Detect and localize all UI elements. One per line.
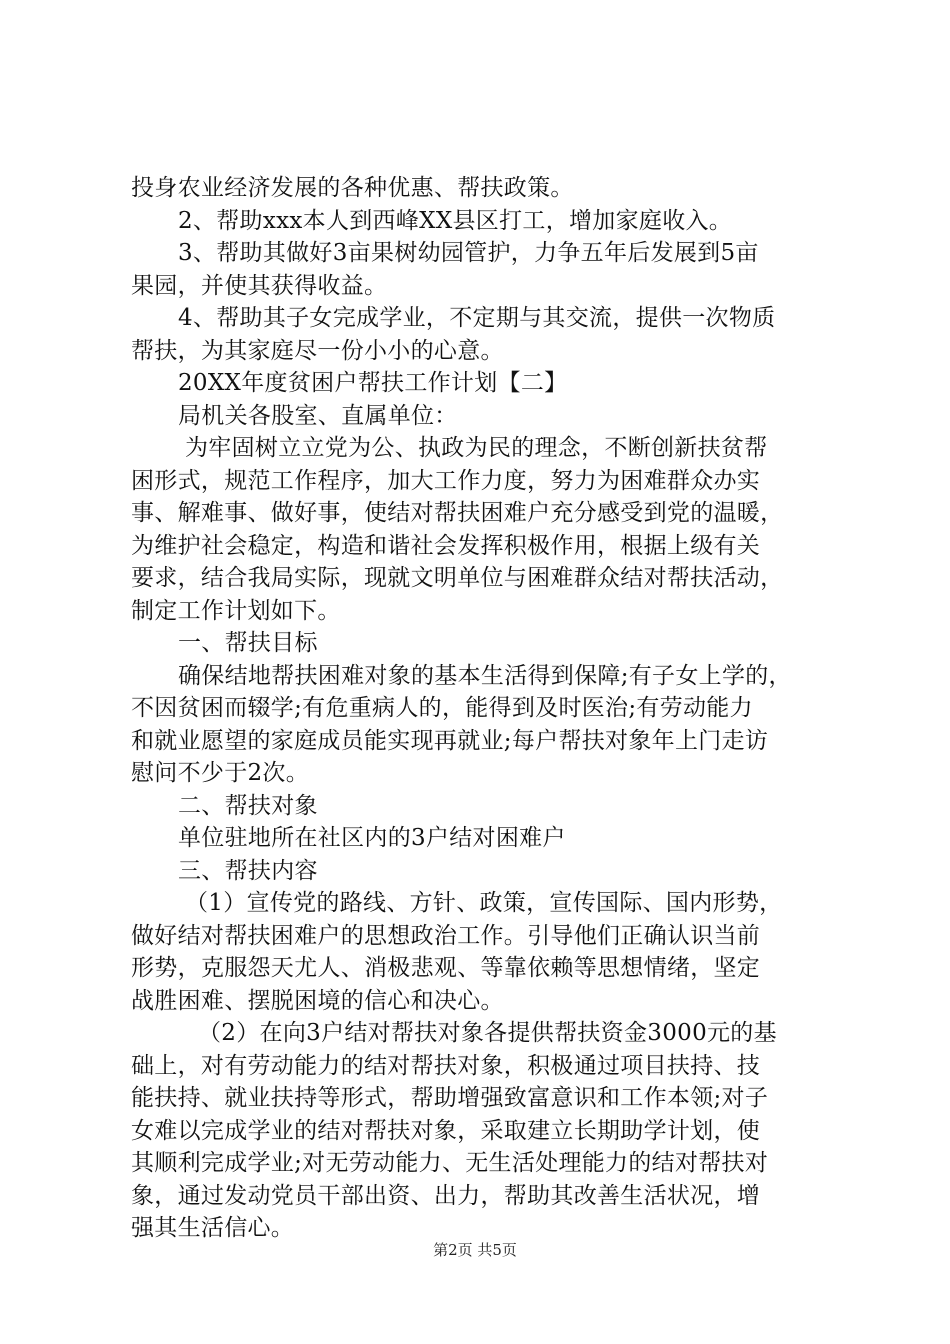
- paragraph-line: 不因贫困而辍学;有危重病人的，能得到及时医治;有劳动能力: [131, 695, 753, 721]
- paragraph-line: 慰问不少于2次。: [131, 760, 310, 786]
- section-heading: 三、帮扶内容: [178, 857, 318, 884]
- paragraph-line: （2）在向3户结对帮扶对象各提供帮扶资金3000元的基: [198, 1020, 777, 1046]
- page-number-footer: 第2页 共5页: [433, 1241, 517, 1259]
- paragraph-line: 事、解难事、做好事，使结对帮扶困难户充分感受到党的温暖，: [131, 500, 784, 526]
- paragraph-line: 形势，克服怨天尤人、消极悲观、等靠依赖等思想情绪，坚定: [131, 955, 761, 981]
- paragraph-line: 投身农业经济发展的各种优惠、帮扶政策。: [131, 175, 574, 201]
- paragraph-line: 能扶持、就业扶持等形式，帮助增强致富意识和工作本领;对子: [131, 1085, 769, 1111]
- section-heading: 20XX年度贫困户帮扶工作计划【二】: [178, 370, 568, 396]
- section-heading: 一、帮扶目标: [178, 630, 318, 656]
- paragraph-line: 帮扶，为其家庭尽一份小小的心意。: [131, 337, 504, 364]
- paragraph-line: 要求，结合我局实际，现就文明单位与困难群众结对帮扶活动，: [131, 565, 784, 591]
- paragraph-line: 强其生活信心。: [131, 1215, 295, 1241]
- paragraph-line: 战胜困难、摆脱困境的信心和决心。: [131, 987, 504, 1014]
- paragraph-line: 确保结地帮扶困难对象的基本生活得到保障;有子女上学的，: [178, 662, 792, 689]
- document-body: [131, 172, 831, 1245]
- paragraph-line: 和就业愿望的家庭成员能实现再就业;每户帮扶对象年上门走访: [131, 727, 769, 754]
- paragraph-line: 做好结对帮扶困难户的思想政治工作。引导他们正确认识当前: [131, 922, 761, 949]
- paragraph-line: 制定工作计划如下。: [131, 597, 341, 624]
- paragraph-line: 4、帮助其子女完成学业，不定期与其交流，提供一次物质: [178, 305, 776, 331]
- paragraph-line: 女难以完成学业的结对帮扶对象，采取建立长期助学计划，使: [131, 1117, 761, 1144]
- section-heading: 二、帮扶对象: [178, 792, 318, 819]
- paragraph-line: 3、帮助其做好3亩果树幼园管护，力争五年后发展到5亩: [178, 240, 759, 266]
- paragraph-line: 其顺利完成学业;对无劳动能力、无生活处理能力的结对帮扶对: [131, 1150, 769, 1176]
- salutation-line: 局机关各股室、直属单位：: [178, 402, 458, 429]
- paragraph-line: 2、帮助xxx本人到西峰XX县区打工，增加家庭收入。: [178, 207, 733, 234]
- paragraph-line: 单位驻地所在社区内的3户结对困难户: [178, 825, 566, 851]
- paragraph-line: 为维护社会稳定，构造和谐社会发挥积极作用，根据上级有关: [131, 532, 761, 559]
- paragraph-line: 果园，并使其获得收益。: [131, 272, 388, 299]
- paragraph-line: （1）宣传党的路线、方针、政策，宣传国际、国内形势，: [185, 890, 783, 916]
- paragraph-line: 为牢固树立立党为公、执政为民的理念，不断创新扶贫帮: [185, 435, 768, 461]
- paragraph-line: 象，通过发动党员干部出资、出力，帮助其改善生活状况，增: [131, 1182, 761, 1209]
- paragraph-line: 困形式，规范工作程序，加大工作力度，努力为困难群众办实: [131, 467, 761, 494]
- paragraph-line: 础上，对有劳动能力的结对帮扶对象，积极通过项目扶持、技: [131, 1052, 761, 1079]
